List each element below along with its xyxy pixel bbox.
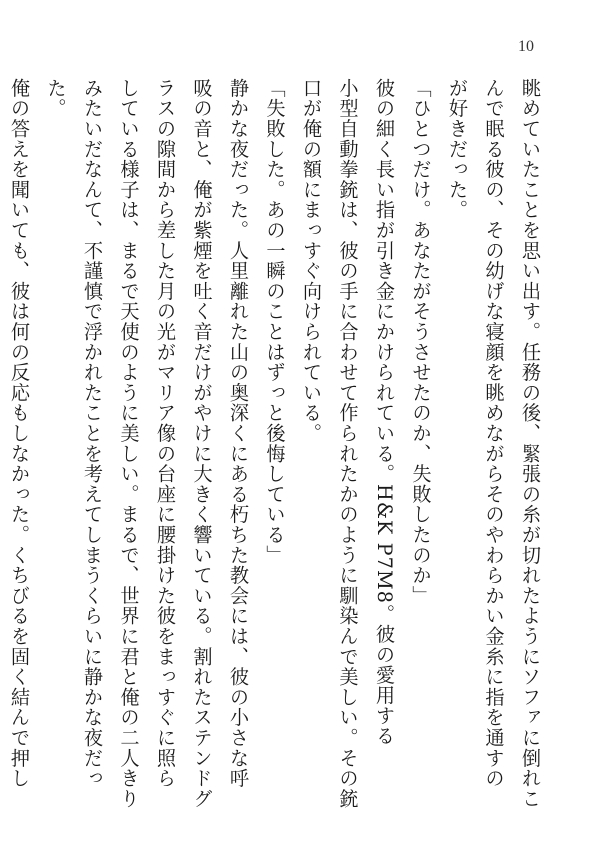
text-line: している様子は、まるで天使のように美しい。まるで、世界に君と俺の二人きり xyxy=(117,78,141,809)
text-line: 静かな夜だった。人里離れた山の奥深くにある朽ちた教会には、彼の小さな呼 xyxy=(227,78,250,789)
text-line: みたいだなんて、不謹慎で浮かれたことを考えてしまうくらいに静かな夜だっ xyxy=(81,78,104,789)
text-line xyxy=(0,78,1,818)
text-line: 吸の音と、俺が紫煙を吐く音だけがやけに大きく響いている。割れたステンドグ xyxy=(190,78,214,809)
text-line: 「ひとつだけ。あなたがそうさせたのか、失敗したのか」 xyxy=(409,78,433,606)
text-line: んで眠る彼の、その幼げな寝顔を眺めながらそのやわらかい金糸に指を通すの xyxy=(482,78,506,789)
vertical-text-body xyxy=(8,78,548,818)
page-number: 10 xyxy=(518,38,534,55)
text-line: が好きだった。 xyxy=(446,78,469,221)
text-line: た。 xyxy=(44,78,68,119)
text-line: 口が俺の額にまっすぐ向けられている。 xyxy=(300,78,323,444)
text-line: ラスの隙間から差した月の光がマリア像の台座に腰掛けた彼をまっすぐに照ら xyxy=(154,78,177,789)
text-line: 小型自動拳銃は、彼の手に合わせて作られたかのように馴染んで美しい。その銃 xyxy=(336,78,360,809)
text-line: 俺の答えを聞いても、彼は何の反応もしなかった。くちびるを固く結んで押し xyxy=(8,78,31,789)
text-line: 「失敗した。あの一瞬のことはずっと後悔している」 xyxy=(263,78,287,566)
text-line: 眺めていたことを思い出す。任務の後、緊張の糸が切れたようにソファに倒れこ xyxy=(519,78,542,809)
text-line: 彼の細く長い指が引き金にかけられている。H&K P7M8。彼の愛用する xyxy=(373,78,396,747)
